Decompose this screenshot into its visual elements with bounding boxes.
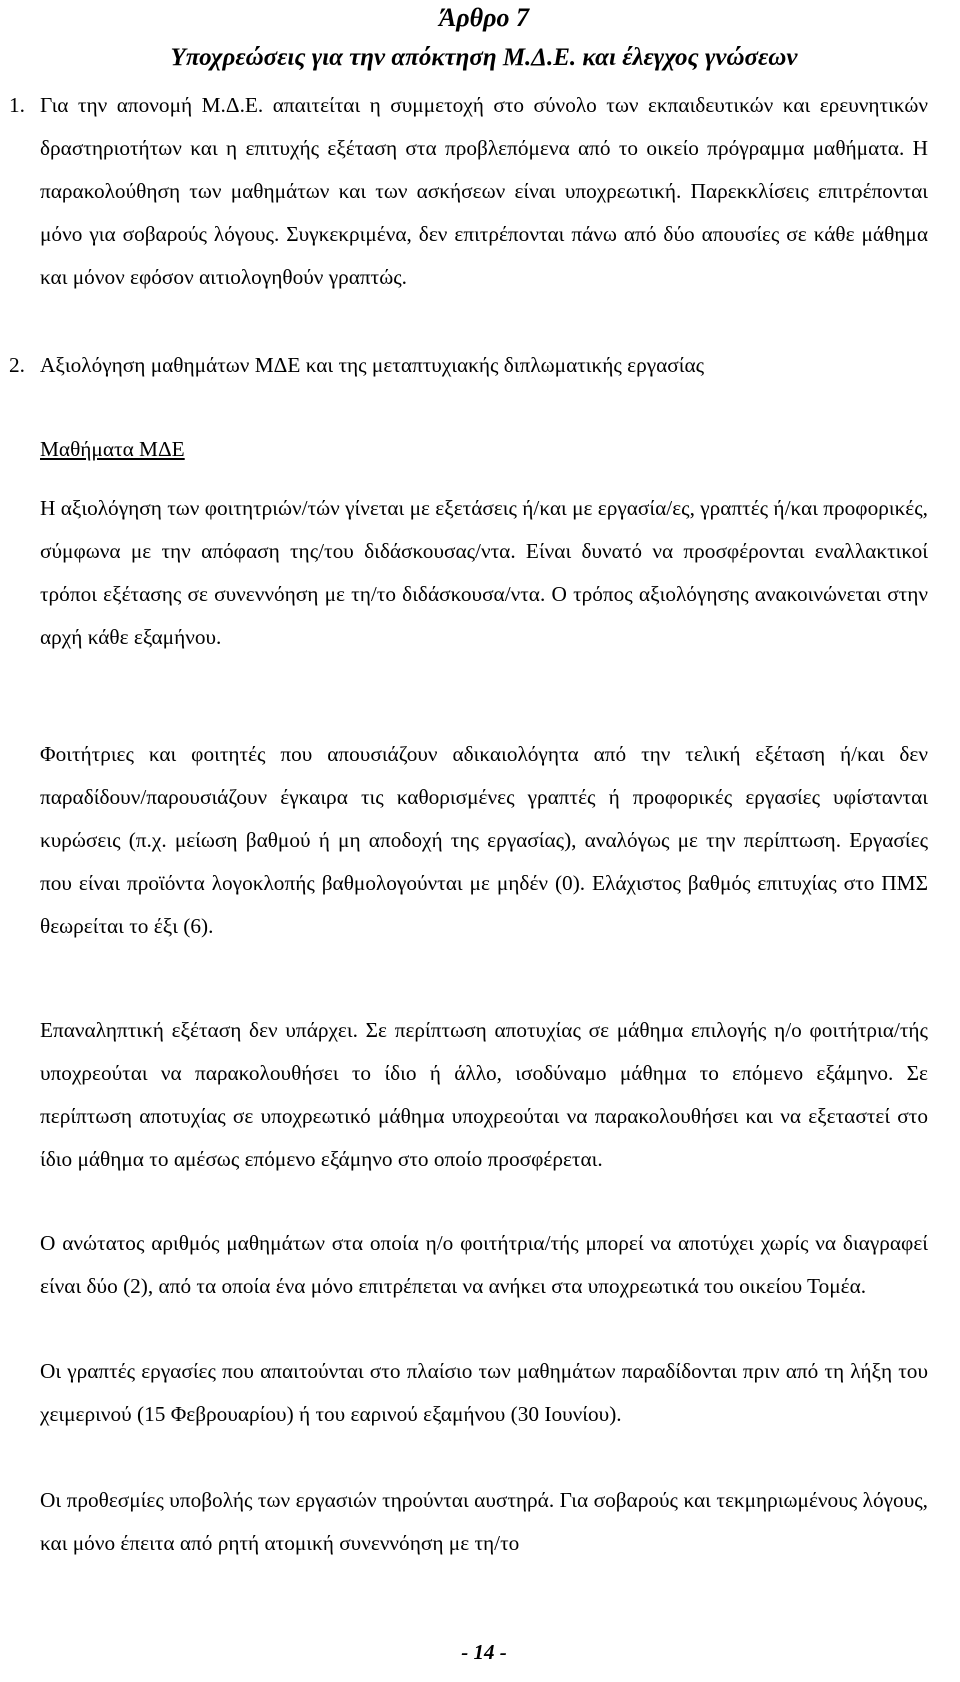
- section-heading: [9, 344, 928, 387]
- numbered-paragraph-1: [9, 84, 928, 299]
- page-number: - 14 -: [461, 1640, 507, 1664]
- section-heading-text: Αξιολόγηση μαθημάτων ΜΔΕ και της μεταπτυχιακής διπλωματικής εργασίας: [40, 353, 705, 377]
- paragraph-text: Για την απονομή Μ.Δ.Ε. απαιτείται η συμμετοχή στο σύνολο των εκπαιδευτικών και ερευνητικών δραστηριοτήτων και η επιτυχής εξέταση στα προβλεπόμενα από το οικείο πρόγραμμα μαθήματα. Η παρακολούθηση των μαθημάτων και των ασκήσεων είναι υποχρεωτική. Παρεκκλίσεις επιτρέπονται μόνο για σοβαρούς λόγους. Συγκεκριμένα, δεν επιτρέπονται πάνω από δύο απουσίες σε κάθε μάθημα και μόνον εφόσον αιτιολογηθούν γραπτώς.: [40, 93, 928, 289]
- paragraph-deadlines: Οι γραπτές εργασίες που απαιτούνται στο πλαίσιο των μαθημάτων παραδίδονται πριν από τη λήξη του χειμερινού (15 Φεβρουαρίου) ή του εαρινού εξαμήνου (30 Ιουνίου).: [40, 1359, 928, 1426]
- article-subtitle: Υποχρεώσεις για την απόκτηση Μ.Δ.Ε. και έλεγχος γνώσεων: [170, 44, 798, 71]
- section-number: 2.: [9, 353, 25, 377]
- paragraph-absence-penalties: Φοιτήτριες και φοιτητές που απουσιάζουν αδικαιολόγητα από την τελική εξέταση ή/και δεν παραδίδουν/παρουσιάζουν έγκαιρα τις καθορισμένες γραπτές ή προφορικές εργασίες υφίστανται κυρώσεις (π.χ. μείωση βαθμού ή μη αποδοχή της εργασίας), αναλόγως με την περίπτωση. Εργασίες που είναι προϊόντα λογοκλοπής βαθμολογούνται με μηδέν (0). Ελάχιστος βαθμός επιτυχίας στο ΠΜΣ θεωρείται το έξι (6).: [40, 742, 928, 938]
- paragraph-number: 1.: [9, 93, 25, 117]
- paragraph-strict-deadlines: Οι προθεσμίες υποβολής των εργασιών τηρούνται αυστηρά. Για σοβαρούς και τεκμηριωμένους λόγους, και μόνο έπειτα από ρητή ατομική συνεννόηση με τη/το: [40, 1488, 928, 1555]
- subsection-heading: Μαθήματα ΜΔΕ: [40, 437, 185, 461]
- paragraph-resit: Επαναληπτική εξέταση δεν υπάρχει. Σε περίπτωση αποτυχίας σε μάθημα επιλογής η/ο φοιτήτρια/τής υποχρεούται να παρακολουθήσει το ίδιο ή άλλο, ισοδύναμο μάθημα το επόμενο εξάμηνο. Σε περίπτωση αποτυχίας σε υποχρεωτικό μάθημα υποχρεούται να παρακολουθήσει και να εξεταστεί στο ίδιο μάθημα το αμέσως επόμενο εξάμηνο στο οποίο προσφέρεται.: [40, 1018, 928, 1171]
- article-title: Άρθρο 7: [438, 3, 530, 32]
- paragraph-max-failures: Ο ανώτατος αριθμός μαθημάτων στα οποία η/ο φοιτήτρια/τής μπορεί να αποτύχει χωρίς να διαγραφεί είναι δύο (2), από τα οποία ένα μόνο επιτρέπεται να ανήκει στα υποχρεωτικά του οικείου Τομέα.: [40, 1231, 928, 1298]
- paragraph-assessment: Η αξιολόγηση των φοιτητριών/τών γίνεται με εξετάσεις ή/και με εργασία/ες, γραπτές ή/και προφορικές, σύμφωνα με την απόφαση της/του διδάσκουσας/ντα. Είναι δυνατό να προσφέρονται εναλλακτικοί τρόποι εξέτασης σε συνεννόηση με τη/το διδάσκουσα/ντα. Ο τρόπος αξιολόγησης ανακοινώνεται στην αρχή κάθε εξαμήνου.: [40, 496, 929, 649]
